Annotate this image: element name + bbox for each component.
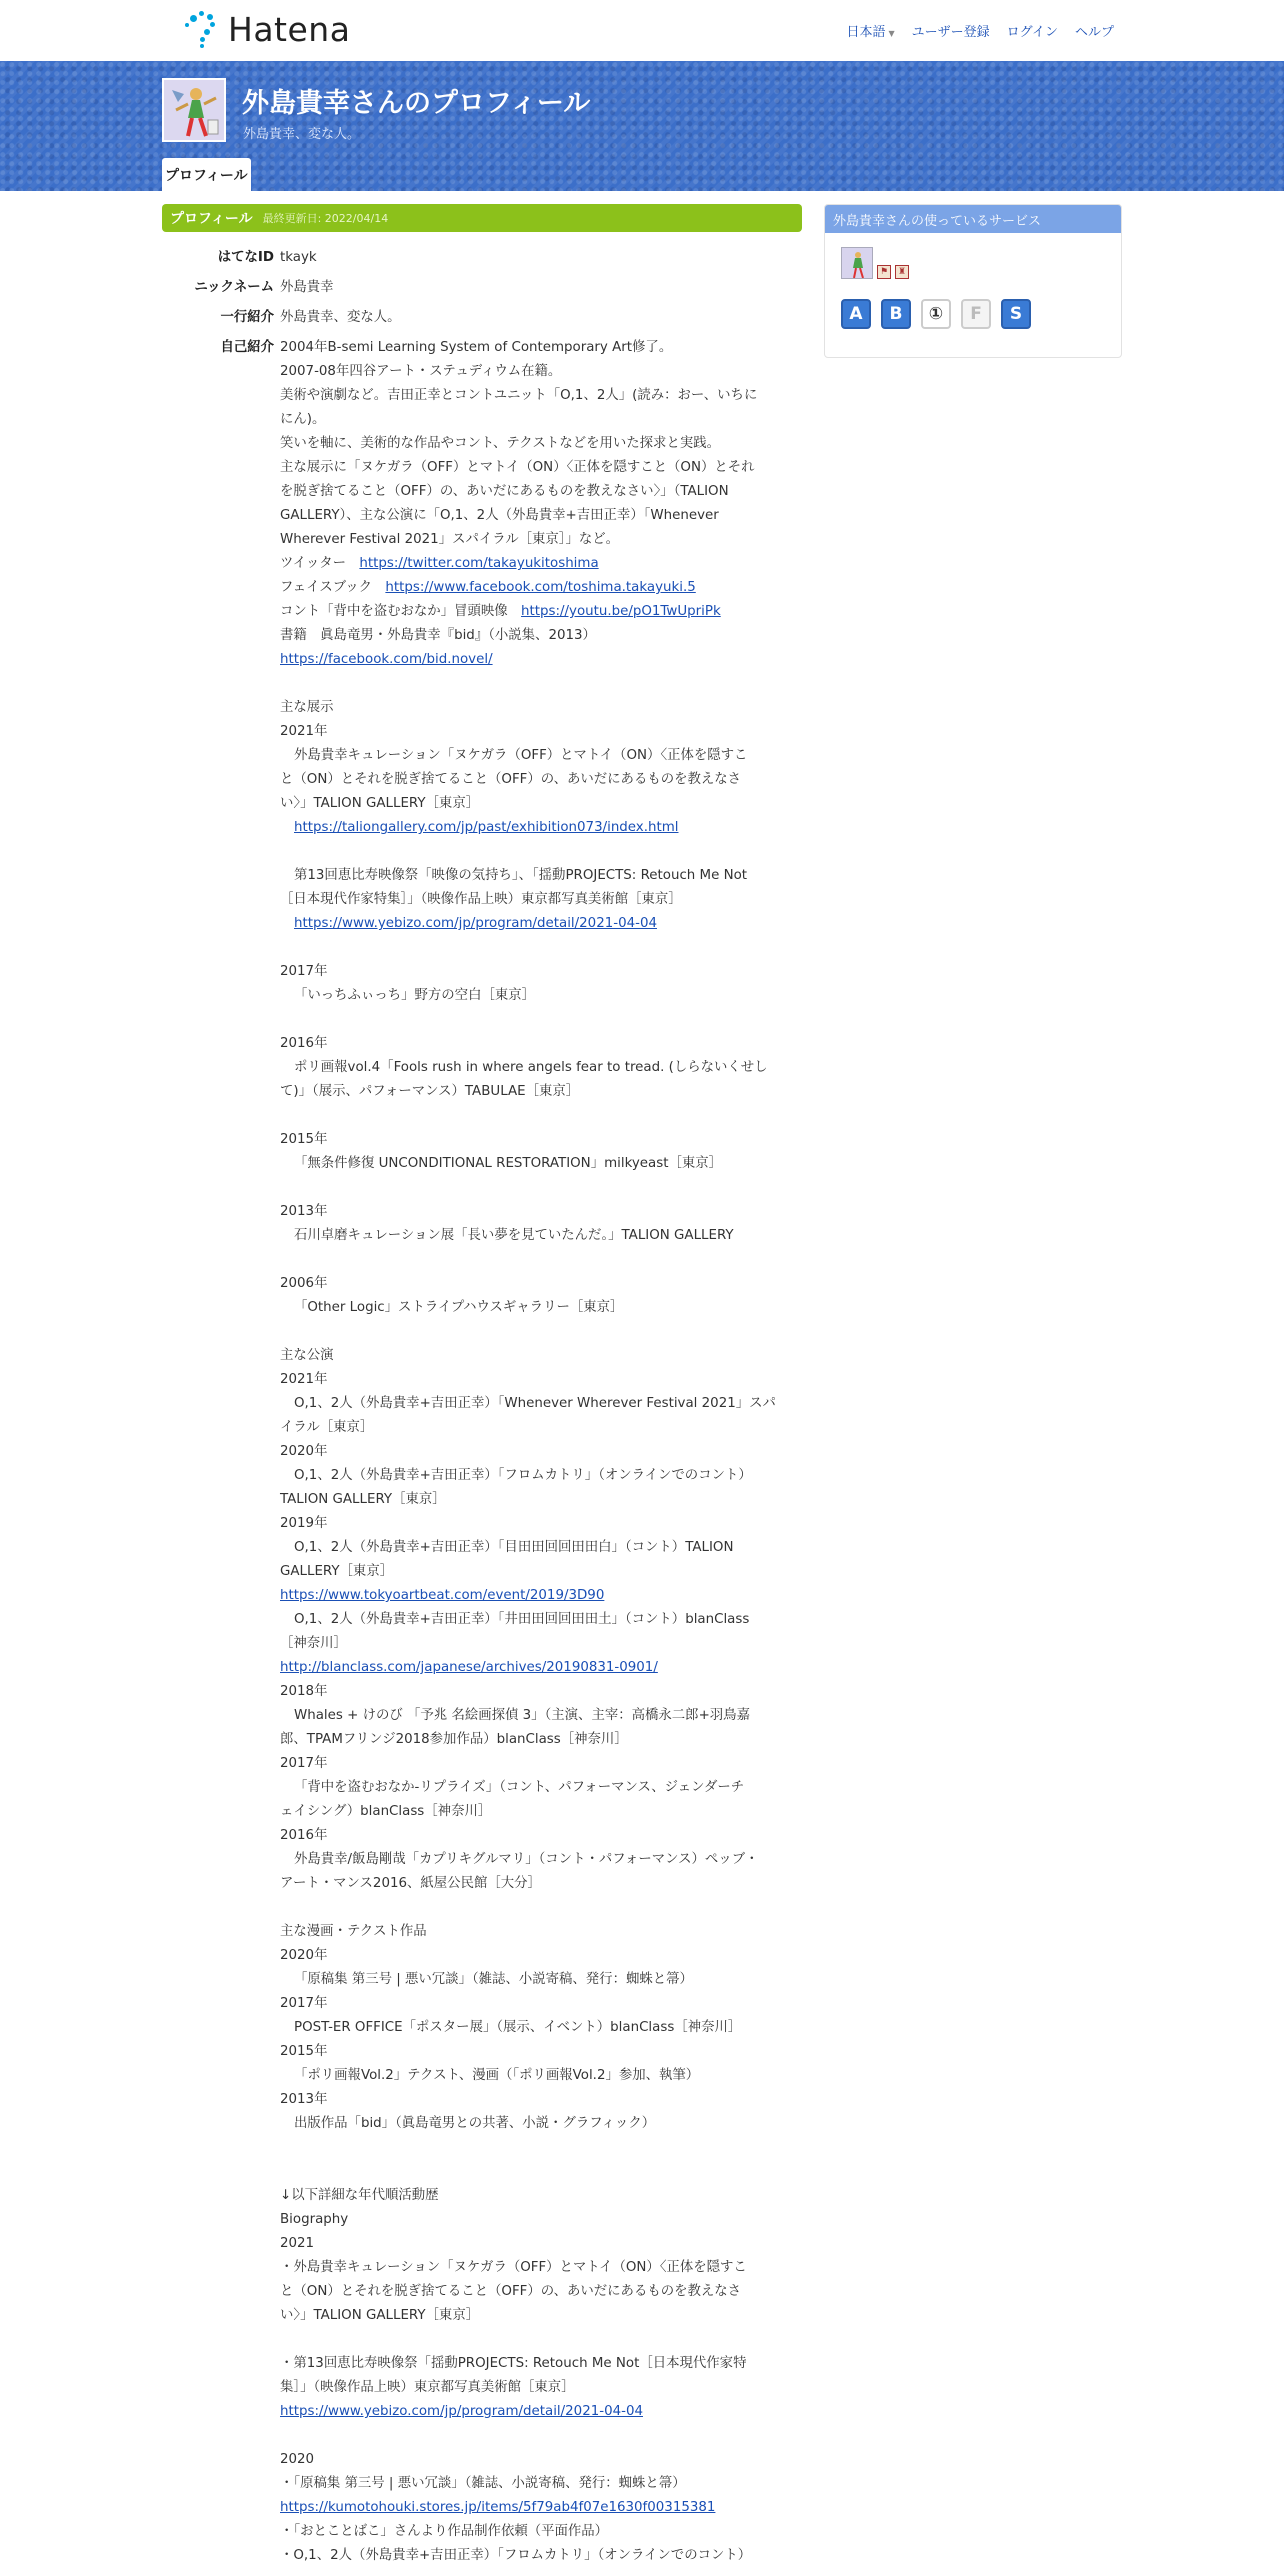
bio-line-text: POST-ER OFFICE「ポスター展」（展示、イベント）blanClass［神奈川］ — [294, 2020, 742, 2035]
bio-line-text: GALLERY）、主な公演に「O,1、2人（外島貴幸+吉田正幸）「Whenever — [280, 508, 719, 523]
bio-line — [280, 1944, 790, 1968]
bio-line-text: 主な漫画・テクスト作品 — [280, 1924, 427, 1939]
bio-line — [280, 1008, 790, 1032]
profile-banner — [0, 61, 1284, 191]
bio-line — [280, 2352, 790, 2376]
bio-line-text: 「いっちふぃっち」野方の空白［東京］ — [294, 988, 536, 1003]
bio-link[interactable]: https://twitter.com/takayukitoshima — [359, 556, 599, 571]
help-link[interactable]: ヘルプ — [1074, 25, 1114, 40]
bio-line — [280, 600, 790, 624]
bio-line-text: 主な公演 — [280, 1348, 334, 1363]
bio-line-text: と（ON）とそれを脱ぎ捨てること（OFF）の、あいだにあるものを教えなさ — [280, 2284, 742, 2299]
bio-line — [280, 2160, 790, 2184]
bio-line — [280, 1128, 790, 1152]
bio-line-text: 2007-08年四谷アート・ステュディウム在籍。 — [280, 364, 562, 379]
bio-line-text: 書籍 眞島竜男・外島貴幸『bid』（小説集、2013） — [280, 628, 596, 643]
bio-line-text: ↓以下詳細な年代順活動歴 — [280, 2188, 439, 2203]
bio-line — [280, 1200, 790, 1224]
bio-line — [280, 840, 790, 864]
bio-line — [280, 1104, 790, 1128]
bio-line-text: ［神奈川］ — [280, 1636, 347, 1651]
bio-line-text: O,1、2人（外島貴幸+吉田正幸）「フロムカトリ」（オンラインでのコント） — [294, 1468, 752, 1483]
bio-line-text: 2020年 — [280, 1948, 328, 1963]
bio-line — [280, 1464, 790, 1488]
bio-line — [280, 2184, 790, 2208]
bio-line — [280, 1536, 790, 1560]
profile-row-nickname — [162, 276, 802, 300]
bio-line-text: Biography — [280, 2212, 349, 2227]
bio-line — [280, 1848, 790, 1872]
bio-line — [280, 1344, 790, 1368]
id-service-icon[interactable]: ① — [921, 299, 951, 329]
global-nav — [846, 21, 1114, 40]
bio-line — [280, 2040, 790, 2064]
bio-line — [280, 1440, 790, 1464]
profile-details — [162, 246, 802, 2568]
bio-line-text: ェイシング）blanClass［神奈川］ — [280, 1804, 492, 1819]
bio-line — [280, 1632, 790, 1656]
bio-link[interactable]: https://www.yebizo.com/jp/program/detail/2021-04-04 — [294, 916, 657, 931]
antenna-service-icon[interactable]: A — [841, 299, 871, 329]
bio-line — [280, 1488, 790, 1512]
bio-line — [280, 1896, 790, 1920]
sidebar-title: 外島貴幸さんの使っているサービス — [825, 205, 1121, 233]
bio-line-text: ・「原稿集 第三号 | 悪い冗談」（雑誌、小説寄稿、発行：蜘蛛と箒） — [280, 2476, 686, 2491]
bio-line-text: TALION GALLERY［東京］ — [280, 1492, 446, 1507]
bio-line-text: 2015年 — [280, 1132, 328, 1147]
page-title: 外島貴幸さんのプロフィール — [242, 88, 591, 119]
bio-line — [280, 2280, 790, 2304]
bio-line-text: 2020年 — [280, 1444, 328, 1459]
fotolife-service-icon[interactable]: F — [961, 299, 991, 329]
bio-line — [280, 1872, 790, 1896]
bio-line — [280, 2088, 790, 2112]
bio-line — [280, 2328, 790, 2352]
bio-line — [280, 336, 790, 360]
bio-line — [280, 480, 790, 504]
bio-line — [280, 2112, 790, 2136]
bio-line — [280, 936, 790, 960]
bio-line-text: ポリ画報vol.4「Fools rush in where angels fear to tread. (しらないくせし — [294, 1060, 768, 1075]
bio-line — [280, 1560, 790, 1584]
bio-line-text: O,1、2人（外島貴幸+吉田正幸）「Whenever Wherever Festival 2021」スパ — [294, 1396, 776, 1411]
bio-line-text: O,1、2人（外島貴幸+吉田正幸）「目田田回回田田白」（コント）TALION — [294, 1540, 734, 1555]
bio-line — [280, 1992, 790, 2016]
bio-line — [280, 360, 790, 384]
bio-line-text: 2004年B-semi Learning System of Contemporary Art修了。 — [280, 340, 673, 355]
bio-line — [280, 2256, 790, 2280]
bio-link[interactable]: https://kumotohouki.stores.jp/items/5f79ab4f07e1630f00315381 — [280, 2500, 716, 2515]
language-selector[interactable] — [846, 21, 894, 40]
bio-line-text: 「背中を盗むおなか-リプライズ」（コント、パフォーマンス、ジェンダーチ — [294, 1780, 745, 1795]
bio-line — [280, 912, 790, 936]
bio-line-text: コント「背中を盗むおなか」冒頭映像 — [280, 604, 522, 619]
bio-line — [280, 504, 790, 528]
avatar-small[interactable] — [841, 247, 873, 279]
bio-line — [280, 816, 790, 840]
bio-line — [280, 528, 790, 552]
bio-line — [280, 1656, 790, 1680]
bio-line-text: 第13回恵比寿映像祭「映像の気持ち」、「揺動PROJECTS: Retouch Me Not — [294, 868, 748, 883]
profile-row-oneliner — [162, 306, 802, 330]
bio-line-text: フェイスブック — [280, 580, 386, 595]
bio-line-text: 「ポリ画報Vol.2」テクスト、漫画（「ポリ画報Vol.2」参加、執筆） — [294, 2068, 700, 2083]
bio-line — [280, 624, 790, 648]
bio-line — [280, 768, 790, 792]
nickname-label: ニックネーム — [194, 280, 274, 295]
nickname-value: 外島貴幸 — [280, 280, 334, 295]
bio-line-text: 郎、TPAMフリンジ2018参加作品）blanClass［神奈川］ — [280, 1732, 628, 1747]
bio-line — [280, 2424, 790, 2448]
oneliner-value: 外島貴幸、変な人。 — [280, 310, 401, 325]
bio-line — [280, 2472, 790, 2496]
bio-link[interactable]: https://www.facebook.com/toshima.takayuki.5 — [385, 580, 696, 595]
profile-section-header — [162, 204, 802, 232]
bio-line-text: 2021年 — [280, 1372, 328, 1387]
global-header — [0, 0, 1284, 61]
bio-line — [280, 2136, 790, 2160]
bio-line — [280, 1080, 790, 1104]
bio-line — [280, 2448, 790, 2472]
bio-line-text: O,1、2人（外島貴幸+吉田正幸）「井田田回回田田土」（コント）blanClass — [294, 1612, 750, 1627]
bio-line — [280, 1800, 790, 1824]
bio-line-text: 2018年 — [280, 1684, 328, 1699]
hatena-logo-icon — [182, 9, 222, 49]
language-label: 日本語 — [846, 25, 886, 40]
bio-link[interactable]: https://www.tokyoartbeat.com/event/2019/3D90 — [280, 1588, 605, 1603]
hatena-logo[interactable] — [182, 9, 350, 49]
bio-line-text: 2017年 — [280, 1756, 328, 1771]
bio-line-text: Wherever Festival 2021」スパイラル［東京］」など。 — [280, 532, 620, 547]
badge-icon[interactable]: ♜ — [895, 265, 909, 279]
bio-line — [280, 2064, 790, 2088]
bio-line-text: 外島貴幸キュレーション「ヌケガラ（OFF）とマトイ（ON）〈正体を隠すこ — [294, 748, 748, 763]
bio-line — [280, 1224, 790, 1248]
bio-line-text: GALLERY［東京］ — [280, 1564, 394, 1579]
bio-line — [280, 1248, 790, 1272]
bio-line-text: い〉」TALION GALLERY［東京］ — [280, 796, 480, 811]
bio-line — [280, 1752, 790, 1776]
bio-line — [280, 2496, 790, 2520]
tab-profile[interactable]: プロフィール — [162, 158, 251, 191]
bio-line-text: 2006年 — [280, 1276, 328, 1291]
bio-line — [280, 1824, 790, 1848]
bio-line-text: ・第13回恵比寿映像祭「揺動PROJECTS: Retouch Me Not［日本現代作家特 — [280, 2356, 747, 2371]
bio-line — [280, 1968, 790, 1992]
bio-line — [280, 1608, 790, 1632]
bio-line — [280, 1272, 790, 1296]
bio-line-text: を脱ぎ捨てること（OFF）の、あいだにあるものを教えなさい〉」（TALION — [280, 484, 729, 499]
bio-line-text: 2021 — [280, 2236, 315, 2251]
bio-line-text: 2021年 — [280, 724, 328, 739]
bio-line — [280, 2520, 790, 2544]
bio-line-text: ・「おとことばこ」さんより作品制作依頼（平面作品） — [280, 2524, 609, 2539]
bio-line-text: 外島貴幸/飯島剛哉「カプリキグルマリ」（コント・パフォーマンス）ペッブ・ — [294, 1852, 759, 1867]
section-title: プロフィール — [170, 211, 253, 227]
bio-line — [280, 984, 790, 1008]
bio-line-text: 出版作品「bid」（眞島竜男との共著、小説・グラフィック） — [294, 2116, 656, 2131]
bio-line — [280, 1320, 790, 1344]
bio-link[interactable]: http://blanclass.com/japanese/archives/20190831-0901/ — [280, 1660, 658, 1675]
gift-icon[interactable]: ⚑ — [877, 265, 891, 279]
bio-line — [280, 1728, 790, 1752]
service-icons — [841, 299, 1031, 329]
bio-line-text: アート・マンス2016、紙屋公民館［大分］ — [280, 1876, 541, 1891]
bio-line — [280, 888, 790, 912]
bio-line-text: 笑いを軸に、美術的な作品やコント、テクストなどを用いた探求と実践。 — [280, 436, 721, 451]
bio-link[interactable]: https://youtu.be/pO1TwUpriPk — [521, 604, 721, 619]
bio-line — [280, 1416, 790, 1440]
bio-line — [280, 648, 790, 672]
bio-line-text: 「Other Logic」ストライプハウスギャラリー［東京］ — [294, 1300, 624, 1315]
bio-line — [280, 1584, 790, 1608]
bio-line — [280, 432, 790, 456]
bio-line — [280, 2232, 790, 2256]
bio-line — [280, 2304, 790, 2328]
bio-line — [280, 1152, 790, 1176]
bio-line-text: 2013年 — [280, 1204, 328, 1219]
profile-subtitle: 外島貴幸、変な人。 — [243, 127, 361, 142]
bio-line-text: ツイッター — [280, 556, 360, 571]
bio-line — [280, 1704, 790, 1728]
bio-line-text: ・外島貴幸キュレーション「ヌケガラ（OFF）とマトイ（ON）〈正体を隠すこ — [280, 2260, 747, 2275]
bio-line — [280, 744, 790, 768]
sidebar-avatars — [841, 247, 909, 279]
bio-line — [280, 720, 790, 744]
bio-line-text: 2016年 — [280, 1828, 328, 1843]
last-updated: 最終更新日: 2022/04/14 — [262, 212, 389, 225]
services-sidebar — [824, 204, 1122, 358]
bio-line — [280, 696, 790, 720]
bio-line — [280, 2376, 790, 2400]
bio-line-text: 2016年 — [280, 1036, 328, 1051]
id-value: tkayk — [280, 250, 317, 265]
star-service-icon[interactable]: S — [1001, 299, 1031, 329]
bio-line-text: と（ON）とそれを脱ぎ捨てること（OFF）の、あいだにあるものを教えなさ — [280, 772, 742, 787]
profile-row-id — [162, 246, 802, 270]
bio-line — [280, 792, 790, 816]
bio-line-text: にん)。 — [280, 412, 326, 427]
oneliner-label: 一行紹介 — [220, 310, 274, 325]
profile-main — [162, 204, 802, 2574]
bio-line — [280, 672, 790, 696]
register-link[interactable]: ユーザー登録 — [911, 25, 990, 40]
bio-line — [280, 408, 790, 432]
bio-line — [280, 1512, 790, 1536]
logo-text: Hatena — [228, 9, 351, 49]
bio-line — [280, 960, 790, 984]
bio-line — [280, 552, 790, 576]
bio-line — [280, 384, 790, 408]
bio-line-text: 2017年 — [280, 1996, 328, 2011]
bio-line — [280, 1056, 790, 1080]
bio-line — [280, 1392, 790, 1416]
bio-line-text: ・O,1、2人（外島貴幸+吉田正幸）「フロムカトリ」（オンラインでのコント） — [280, 2548, 752, 2563]
bio-link[interactable]: https://facebook.com/bid.novel/ — [280, 652, 493, 667]
bio-line — [280, 456, 790, 480]
bio-line-text: 2015年 — [280, 2044, 328, 2059]
login-link[interactable]: ログイン — [1006, 25, 1058, 40]
bio-line — [280, 1680, 790, 1704]
profile-row-bio — [162, 336, 802, 2568]
bio-line-text: い〉」TALION GALLERY［東京］ — [280, 2308, 480, 2323]
bio-link[interactable]: https://www.yebizo.com/jp/program/detail/2021-04-04 — [280, 2404, 643, 2419]
bio-line-text: 2013年 — [280, 2092, 328, 2107]
bio-line — [280, 1176, 790, 1200]
bio-line-text: て)」（展示、パフォーマンス）TABULAE［東京］ — [280, 1084, 580, 1099]
bio-line — [280, 1368, 790, 1392]
avatar[interactable] — [162, 78, 226, 142]
bio-line — [280, 1032, 790, 1056]
id-label: はてなID — [217, 250, 274, 265]
bio-line — [280, 1920, 790, 1944]
bio-line-text: ［日本現代作家特集］」（映像作品上映）東京都写真美術館［東京］ — [280, 892, 682, 907]
bio-line-text: 2020 — [280, 2452, 315, 2467]
bio-line-text: 集］」（映像作品上映）東京都写真美術館［東京］ — [280, 2380, 575, 2395]
bio-line-text: 「原稿集 第三号 | 悪い冗談」（雑誌、小説寄稿、発行：蜘蛛と箒） — [294, 1972, 693, 1987]
bio-line-text: イラル［東京］ — [280, 1420, 374, 1435]
bio-label: 自己紹介 — [220, 340, 274, 355]
bio-line-text: 美術や演劇など。吉田正幸とコントユニット「O,1、2人」(読み：おー、いちに — [280, 388, 758, 403]
bio-line-text: 2019年 — [280, 1516, 328, 1531]
bio-line — [280, 2016, 790, 2040]
bio-link[interactable]: https://taliongallery.com/jp/past/exhibition073/index.html — [294, 820, 679, 835]
bio-line — [280, 864, 790, 888]
bio-line — [280, 1296, 790, 1320]
bio-line-text: 石川卓磨キュレーション展「長い夢を見ていたんだ。」TALION GALLERY — [294, 1228, 734, 1243]
bio-line — [280, 2208, 790, 2232]
bio-line-text: 2017年 — [280, 964, 328, 979]
bio-line — [280, 576, 790, 600]
bio-line — [280, 1776, 790, 1800]
bio-line-text: 「無条件修復 UNCONDITIONAL RESTORATION」milkyeast［東京］ — [294, 1156, 723, 1171]
chevron-down-icon: ▼ — [888, 29, 895, 38]
bio-line-text: 主な展示 — [280, 700, 334, 715]
bio-line — [280, 2400, 790, 2424]
bookmark-service-icon[interactable]: B — [881, 299, 911, 329]
bio-line-text: Whales + けのび 「予兆 名絵画探偵 3」（主演、主宰：高橋永二郎+羽鳥嘉 — [294, 1708, 750, 1723]
bio-text — [280, 336, 790, 2568]
bio-line-text: 主な展示に「ヌケガラ（OFF）とマトイ（ON）〈正体を隠すこと（ON）とそれ — [280, 460, 755, 475]
bio-line — [280, 2544, 790, 2568]
